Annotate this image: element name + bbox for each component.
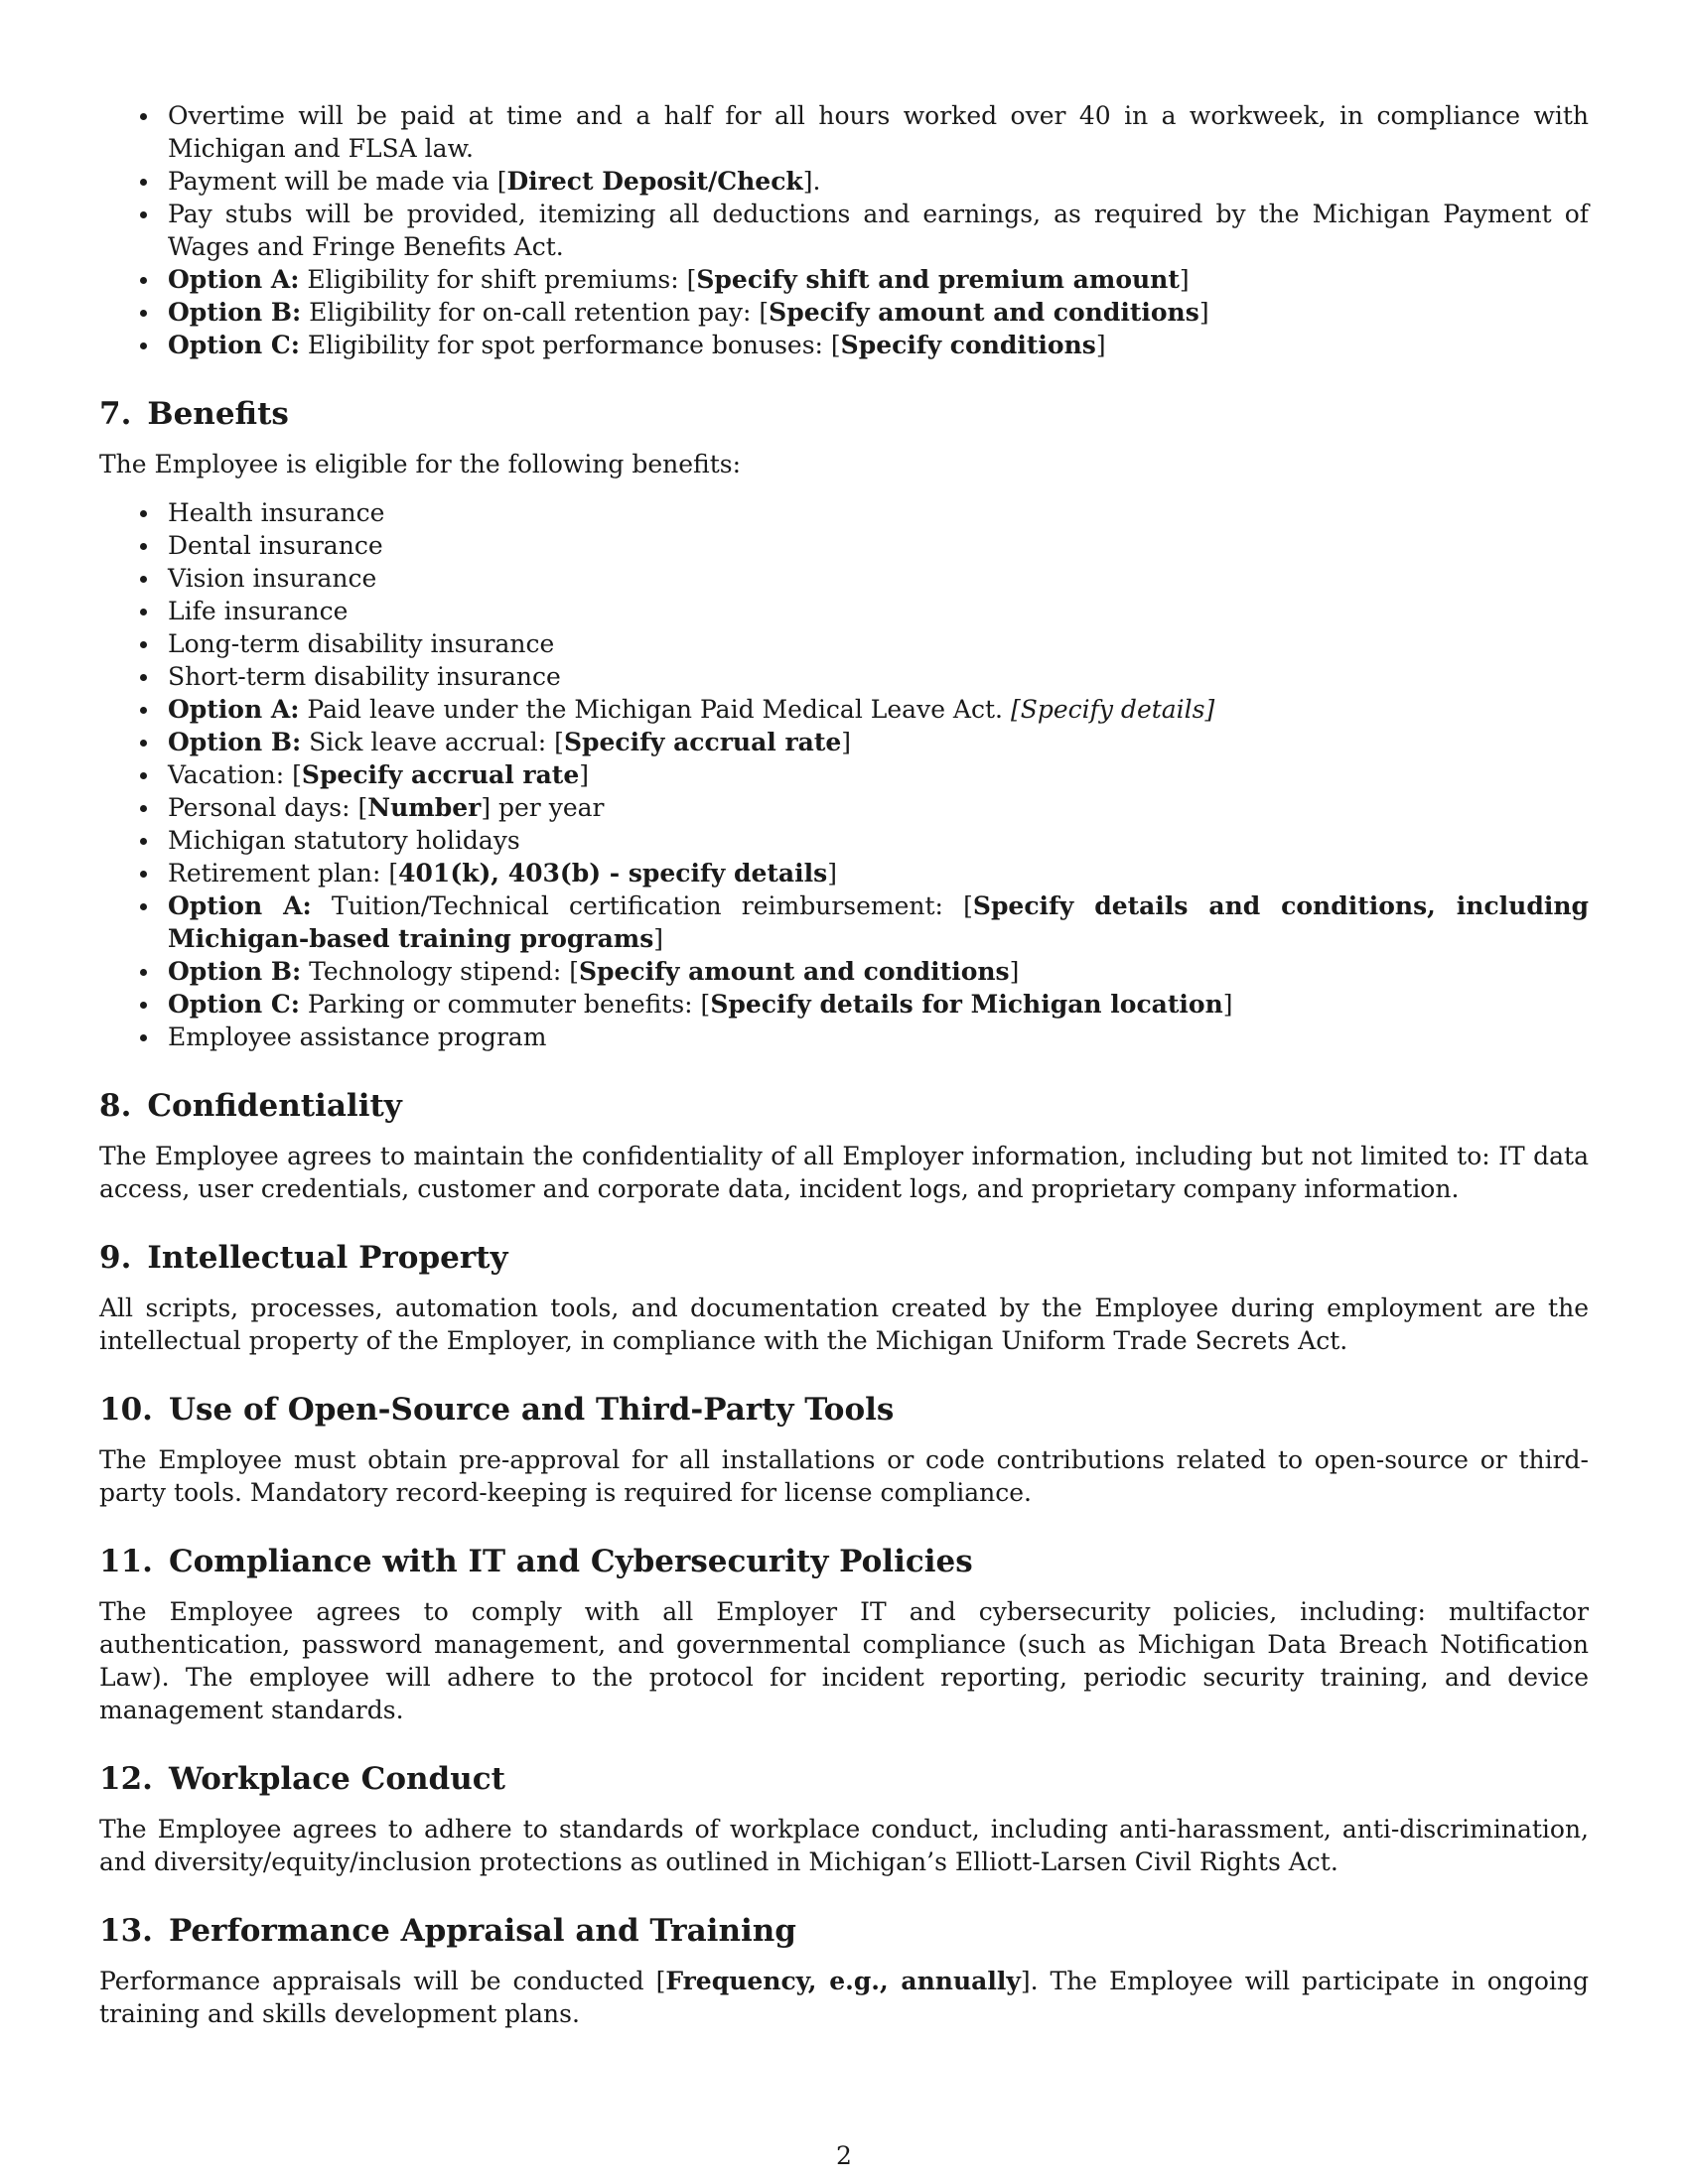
bold-text: Specify accrual rate	[301, 760, 580, 789]
text-run: ]	[1179, 265, 1190, 294]
list-item	[168, 329, 1589, 361]
text-run: Health insurance	[168, 498, 385, 527]
list-item	[168, 791, 1589, 824]
text-run: Pay stubs will be provided, itemizing all deductions and earnings, as required by the Michigan Payment of Wages and Fringe Benefits Act.	[168, 200, 1589, 261]
text-run: Michigan statutory holidays	[168, 826, 520, 855]
text-run: Overtime will be paid at time and a half for all hours worked over 40 in a workweek, in compliance with Michigan and FLSA law.	[168, 101, 1589, 163]
section-number: 8.	[99, 1088, 132, 1124]
section	[99, 1238, 1589, 1357]
section-title: Performance Appraisal and Training	[168, 1913, 796, 1949]
bold-text: Option A:	[168, 265, 300, 294]
bold-text: Option A:	[168, 695, 300, 724]
text-run: Tuition/Technical certification reimbursement: [	[311, 891, 973, 920]
section-title: Compliance with IT and Cybersecurity Policies	[168, 1544, 973, 1579]
list-item	[168, 660, 1589, 693]
text-run: ]	[1198, 298, 1209, 327]
text-run: All scripts, processes, automation tools, and documentation created by the Employee during employment are the intellectual property of the Employer, in compliance with the Michigan Uniform Trade Secrets Act.	[99, 1294, 1589, 1355]
text-run: Life insurance	[168, 597, 349, 625]
bold-text: Option C:	[168, 990, 300, 1019]
section-body	[99, 1292, 1589, 1357]
section-intro: The Employee is eligible for the following benefits:	[99, 450, 742, 478]
text-run: The Employee agrees to comply with all Employer IT and cybersecurity policies, including: multifactor authentication, password management, and governmental compliance (such as Michigan Data Breach Notification Law). The employee will adhere to the protocol for incident reporting, periodic security training, and device management standards.	[99, 1597, 1589, 1724]
list-item	[168, 726, 1589, 758]
text-run: Performance appraisals will be conducted [	[99, 1967, 666, 1995]
section-body	[99, 1140, 1589, 1205]
list-item	[168, 955, 1589, 988]
text-run: ]	[1095, 331, 1106, 359]
bold-text: Option B:	[168, 728, 302, 756]
bold-text: Number	[367, 793, 482, 822]
text-run: Dental insurance	[168, 531, 383, 560]
text-run: Eligibility for on-call retention pay: [	[301, 298, 770, 327]
bold-text: Specify shift and premium amount	[696, 265, 1180, 294]
text-run: Short-term disability insurance	[168, 662, 561, 691]
section	[99, 1911, 1589, 2030]
text-run: ]. The Employee will participate in ongoing training and skills development plans.	[99, 1967, 1589, 2028]
list-item	[168, 627, 1589, 660]
text-run: Technology stipend: [	[301, 957, 579, 986]
section	[99, 1086, 1589, 1205]
section-number: 9.	[99, 1240, 132, 1276]
bold-text: Option B:	[168, 298, 302, 327]
italic-text: [Specify details]	[1010, 695, 1215, 724]
list-item	[168, 562, 1589, 595]
compensation-list	[99, 99, 1589, 361]
section-heading	[99, 394, 1589, 434]
section-number: 12.	[99, 1761, 153, 1797]
bold-text: Specify conditions	[840, 331, 1096, 359]
list-item	[168, 857, 1589, 889]
section-number: 7.	[99, 396, 132, 432]
text-run: ]	[653, 924, 664, 953]
text-run: Paid leave under the Michigan Paid Medical Leave Act.	[299, 695, 1011, 724]
text-run: Sick leave accrual: [	[301, 728, 564, 756]
text-run: Employee assistance program	[168, 1023, 547, 1051]
section-body	[99, 1813, 1589, 1878]
bold-text: Option A:	[168, 891, 312, 920]
section-heading	[99, 1911, 1589, 1951]
bold-text: Specify accrual rate	[563, 728, 842, 756]
text-run: Vacation: [	[168, 760, 302, 789]
section-body	[99, 1965, 1589, 2030]
section-heading	[99, 1086, 1589, 1126]
section-heading	[99, 1390, 1589, 1430]
section-heading	[99, 1542, 1589, 1581]
list-item	[168, 263, 1589, 296]
list-item	[168, 595, 1589, 627]
list-item	[168, 824, 1589, 857]
section	[99, 1759, 1589, 1878]
text-run: Eligibility for spot performance bonuses: [	[299, 331, 841, 359]
text-run: Retirement plan: [	[168, 859, 399, 887]
list-item	[168, 296, 1589, 329]
list-item	[168, 693, 1589, 726]
section-title: Use of Open-Source and Third-Party Tools	[168, 1392, 895, 1428]
text-run: ]	[827, 859, 837, 887]
list-item	[168, 529, 1589, 562]
section-body	[99, 1595, 1589, 1726]
list-item	[168, 99, 1589, 165]
benefits-list	[99, 496, 1589, 1053]
list-item	[168, 889, 1589, 955]
bold-text: Specify details for Michigan location	[710, 990, 1223, 1019]
text-run: Payment will be made via	[168, 167, 497, 196]
list-item	[168, 496, 1589, 529]
list-item	[168, 758, 1589, 791]
text-run: ]	[1009, 957, 1020, 986]
bold-text: Specify amount and conditions	[578, 957, 1010, 986]
section	[99, 1542, 1589, 1726]
text-run: Eligibility for shift premiums: [	[299, 265, 697, 294]
section-number: 13.	[99, 1913, 153, 1949]
text-run: Parking or commuter benefits: [	[299, 990, 711, 1019]
list-item	[168, 165, 1589, 198]
text-run: ]	[579, 760, 590, 789]
section-title: Intellectual Property	[147, 1240, 508, 1276]
text-run: Personal days: [	[168, 793, 368, 822]
section-number: 10.	[99, 1392, 153, 1428]
section-heading	[99, 1759, 1589, 1799]
page-number: 2	[836, 2141, 852, 2170]
section	[99, 394, 1589, 1053]
document-page	[99, 99, 1589, 2030]
text-run: Vision insurance	[168, 564, 377, 593]
bold-text: Specify details and conditions, including Michigan-based training programs	[168, 891, 1589, 953]
sections-container	[99, 394, 1589, 2030]
section	[99, 1390, 1589, 1509]
section-number: 11.	[99, 1544, 153, 1579]
list-item	[168, 1021, 1589, 1053]
text-run: ]	[841, 728, 852, 756]
text-run: Long-term disability insurance	[168, 629, 555, 658]
bold-text: Option B:	[168, 957, 302, 986]
section-title: Workplace Conduct	[168, 1761, 505, 1797]
bold-text: Direct Deposit/Check	[506, 167, 803, 196]
section-title: Confidentiality	[147, 1088, 402, 1124]
list-item	[168, 198, 1589, 263]
list-item	[168, 988, 1589, 1021]
section-title: Benefits	[147, 396, 289, 432]
text-run: [	[496, 167, 507, 196]
text-run: The Employee agrees to maintain the confidentiality of all Employer information, including but not limited to: IT data access, user credentials, customer and corporate data, incident logs, and proprietary company information.	[99, 1142, 1589, 1203]
bold-text: Frequency, e.g., annually	[665, 1967, 1021, 1995]
bold-text: Option C:	[168, 331, 300, 359]
bold-text: Specify amount and conditions	[769, 298, 1199, 327]
section-heading	[99, 1238, 1589, 1278]
text-run: ] per year	[481, 793, 605, 822]
text-run: ]	[1222, 990, 1233, 1019]
text-run: The Employee must obtain pre-approval for all installations or code contributions related to open-source or third-party tools. Mandatory record-keeping is required for license compliance.	[99, 1445, 1589, 1507]
bold-text: 401(k), 403(b) - specify details	[398, 859, 828, 887]
section-body	[99, 1443, 1589, 1509]
text-run: The Employee agrees to adhere to standards of workplace conduct, including anti-harassment, anti-discrimination, and diversity/equity/inclusion protections as outlined in Michigan’s Elliott-Larsen Civil Rights Act.	[99, 1815, 1589, 1876]
text-run: ].	[802, 167, 821, 196]
